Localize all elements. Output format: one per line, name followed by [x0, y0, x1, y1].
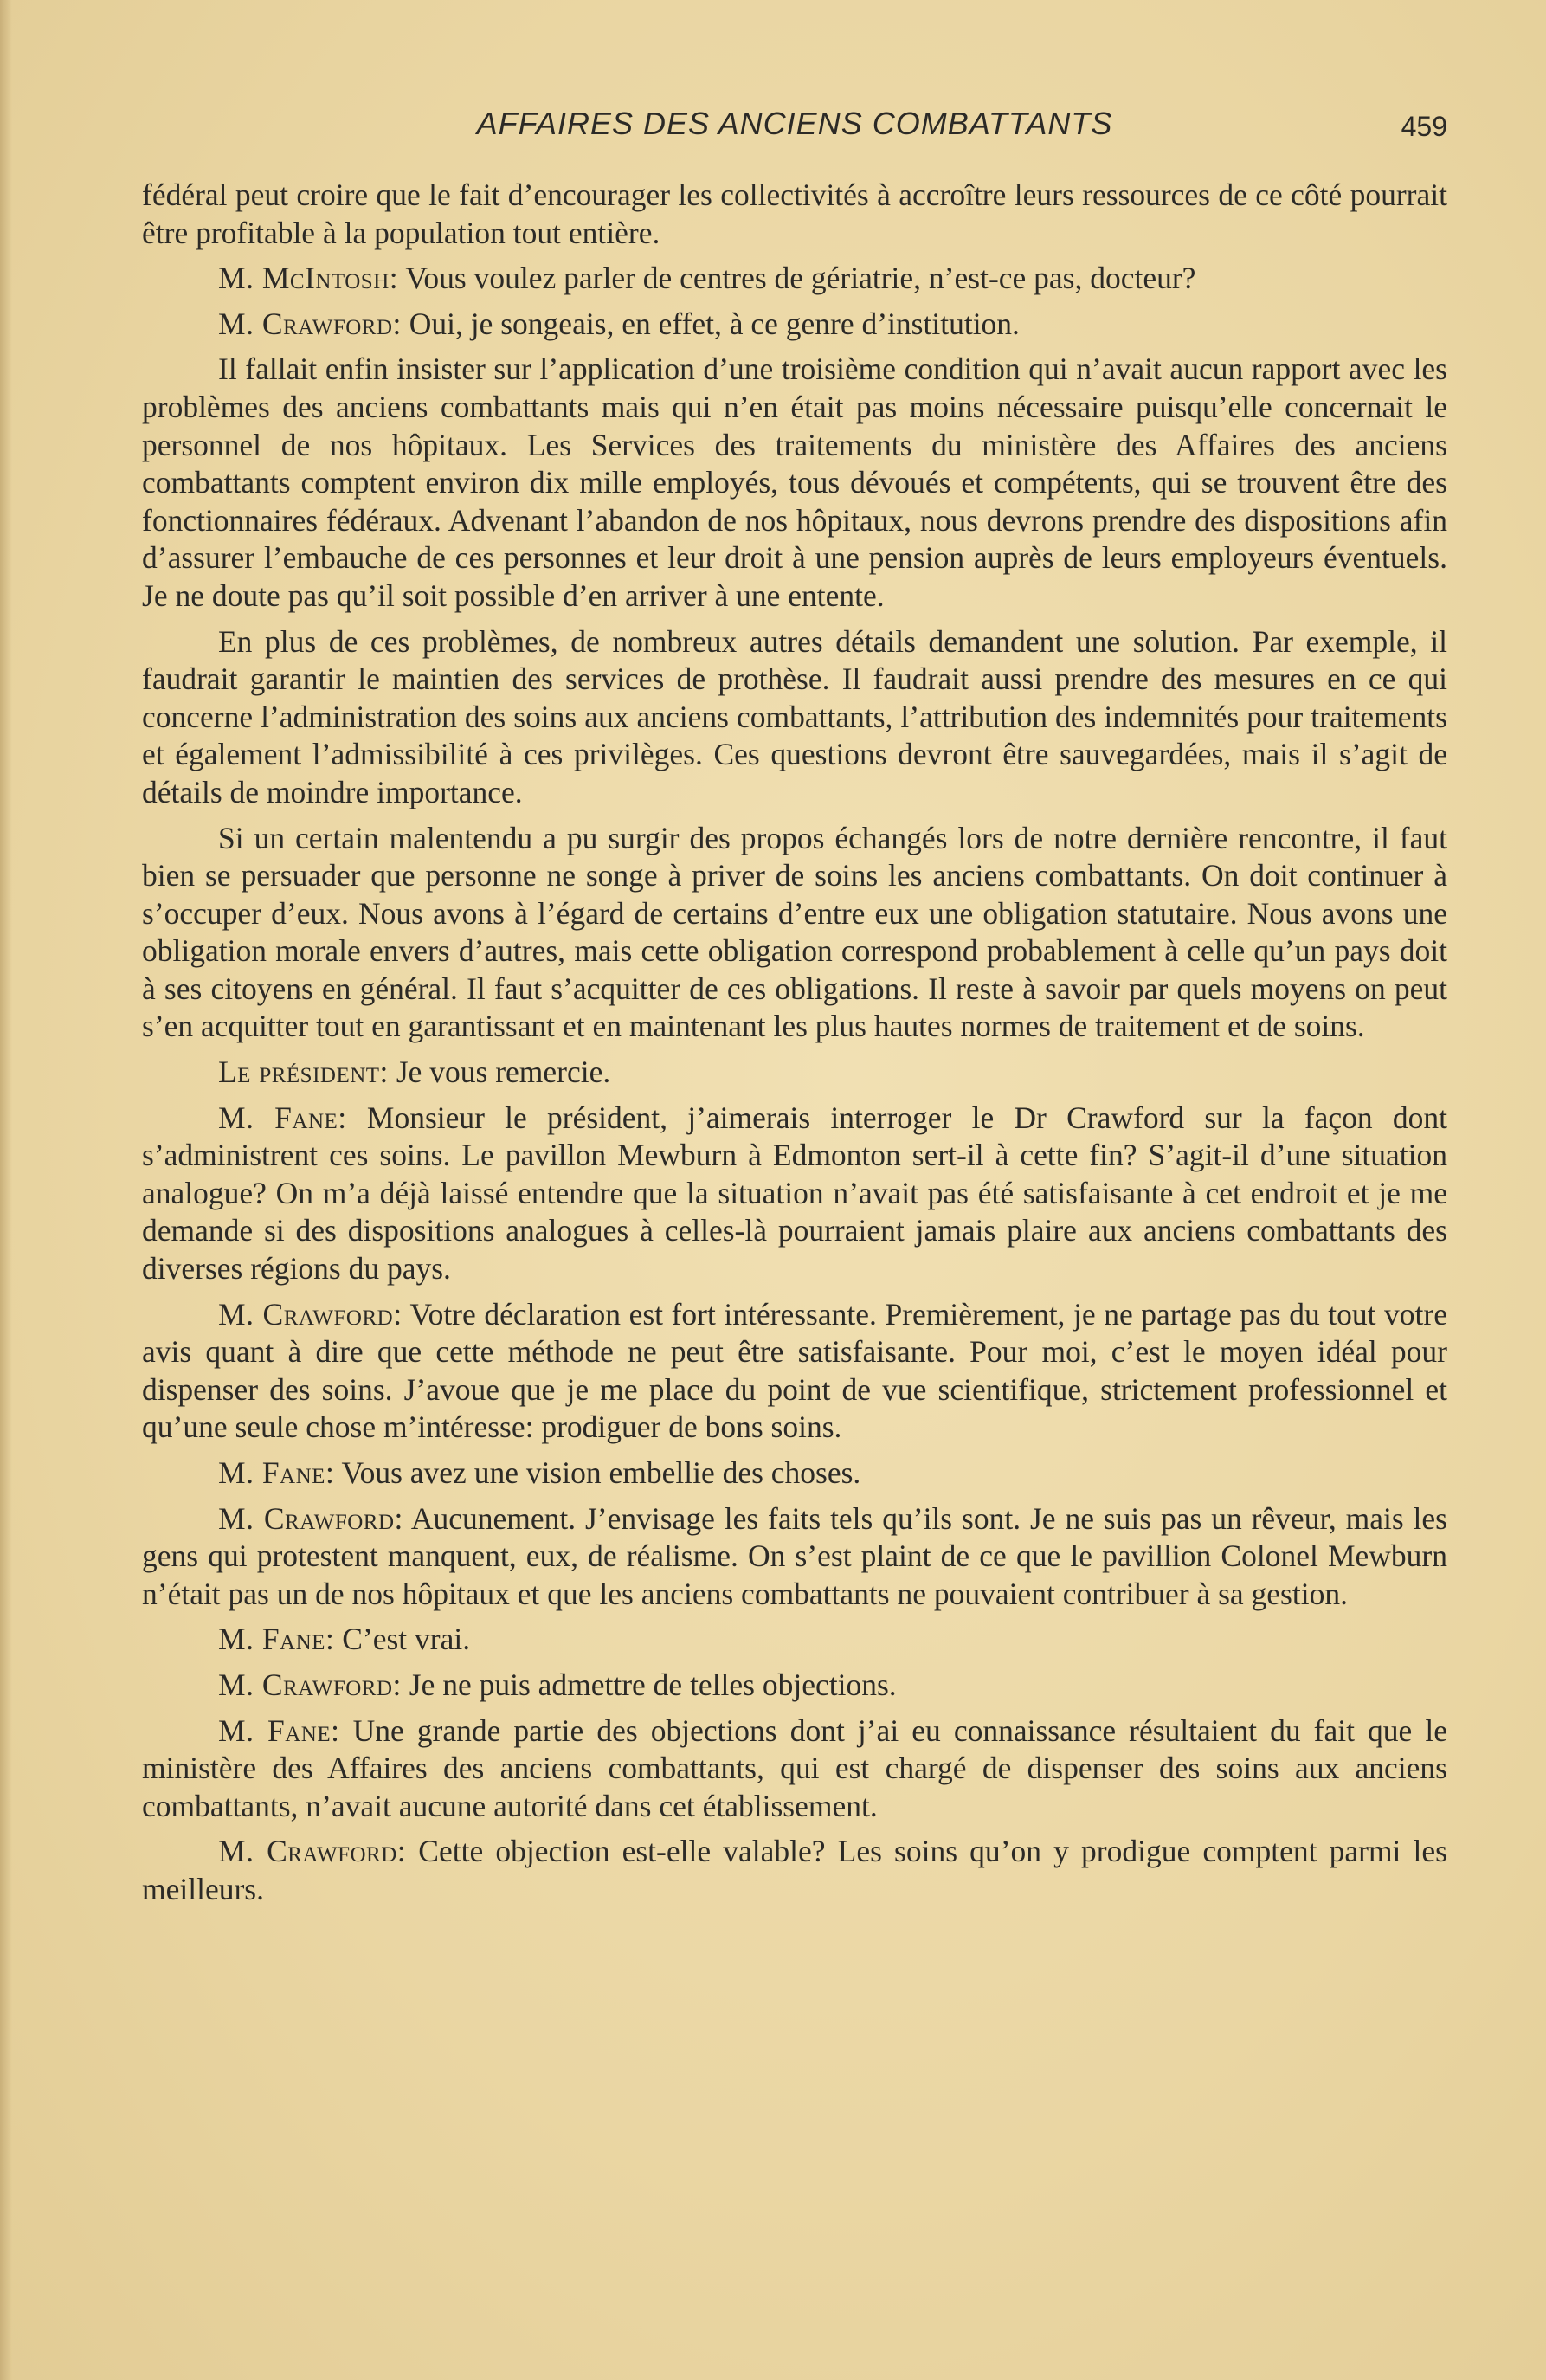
paragraph-text: Aucunement. J’envisage les faits tels qu’ils sont. Je ne suis pas un rêveur, mais les gens qui protestent manquent, eux, de réalisme. On s’est plaint de ce que le pavillion Colonel Mewburn n’était pas un de nos hôpitaux et que les anciens combattants ne pouvaient contribuer à sa gestion. [142, 1500, 1447, 1611]
page-number: 459 [1401, 111, 1447, 142]
page-header [142, 102, 1447, 154]
paragraph-text: Oui, je songeais, en effet, à ce genre d’institution. [401, 306, 1020, 341]
speaker-name: M. Crawford: [218, 1667, 402, 1702]
speaker-name: M. Crawford: [218, 1296, 403, 1332]
paragraph-text: En plus de ces problèmes, de nombreux autres détails demandent une solution. Par exemple, il faudrait garantir le maintien des services de prothèse. Il faudrait aussi prendre des mesures en ce qui concerne l’administration des soins aux anciens combattants, l’attribution des indemnités pour traitements et également l’admissibilité à ces privilèges. Ces questions devront être sauvegardées, mais il s’agit de détails de moindre importance. [142, 623, 1447, 809]
paragraph-text: Je ne puis admettre de telles objections. [401, 1667, 897, 1702]
speaker-name: M. Fane: [218, 1712, 340, 1748]
paragraph [142, 1621, 1447, 1659]
paragraph-text: Si un certain malentendu a pu surgir des propos échangés lors de notre dernière rencontre, il faut bien se persuader que personne ne songe à priver de soins les anciens combattants. On doit continuer à s’occuper d’eux. Nous avons à l’égard de certains d’entre eux une obligation statutaire. Nous avons une obligation morale envers d’autres, mais cette obligation correspond probablement à celle qu’un pays doit à ses citoyens en général. Il faut s’acquitter de ces obligations. Il reste à savoir par quels moyens on peut s’en acquitter tout en garantissant et en maintenant les plus hautes normes de traitement et de soins. [142, 820, 1447, 1044]
running-title: AFFAIRES DES ANCIENS COMBATTANTS [476, 106, 1113, 141]
paragraph-text: C’est vrai. [334, 1622, 471, 1657]
speaker-name: Le président: [218, 1055, 389, 1090]
paragraph-text: fédéral peut croire que le fait d’encourager les collectivités à accroître leurs ressources de ce côté pourrait être profitable à la population tout entière. [142, 177, 1447, 250]
speaker-name: M. Fane: [218, 1622, 335, 1657]
speaker-name: M. Fane: [218, 1455, 335, 1490]
speaker-name: M. McIntosh: [218, 261, 399, 296]
page-edge-shadow [0, 0, 12, 2380]
paragraph [142, 1296, 1447, 1447]
speaker-name: M. Fane: [218, 1100, 347, 1135]
paragraph [142, 1100, 1447, 1288]
paragraph-text: Vous voulez parler de centres de gériatrie, n’est-ce pas, docteur? [398, 261, 1196, 296]
paragraph [142, 260, 1447, 298]
body-text [142, 177, 1447, 1917]
paragraph-text: Monsieur le président, j’aimerais interroger le Dr Crawford sur la façon dont s’administrent ces soins. Le pavillon Mewburn à Edmonton sert-il à cette fin? S’agit-il d’une situation analogue? On m’a déjà laissé entendre que la situation n’avait pas été satisfaisante à cet endroit et je me demande si des dispositions analogues à celles-là pourraient jamais plaire aux anciens combattants des diverses régions du pays. [142, 1100, 1447, 1287]
paragraph [142, 1667, 1447, 1705]
paragraph [142, 1833, 1447, 1908]
speaker-name: M. Crawford: [218, 1500, 403, 1536]
speaker-name: M. Crawford: [218, 1834, 407, 1869]
paragraph-text: Je vous remercie. [388, 1055, 611, 1090]
paragraph [142, 351, 1447, 615]
paragraph-text: Il fallait enfin insister sur l’application d’une troisième condition qui n’avait aucun rapport avec les problèmes des anciens combattants mais qui n’en était pas moins nécessaire puisqu’elle concernait le personnel de nos hôpitaux. Les Services des traitements du ministère des Affaires des anciens combattants comptent environ dix mille employés, tous dévoués et compétents, qui se trouvent être des fonctionnaires fédéraux. Advenant l’abandon de nos hôpitaux, nous devrons prendre des dispositions afin d’assurer l’embauche de ces personnes et leur droit à une pension auprès de leurs employeurs éventuels. Je ne doute pas qu’il soit possible d’en arriver à une entente. [142, 352, 1447, 613]
paragraph-text: Cette objection est-elle valable? Les soins qu’on y prodigue comptent parmi les meilleurs. [142, 1834, 1447, 1906]
paragraph [142, 623, 1447, 812]
paragraph [142, 1054, 1447, 1092]
paragraph [142, 1454, 1447, 1493]
speaker-name: M. Crawford: [218, 306, 402, 341]
paragraph [142, 1500, 1447, 1614]
paragraph-text: Votre déclaration est fort intéressante. Premièrement, je ne partage pas du tout votre avis quant à dire que cette méthode ne peut être satisfaisante. Pour moi, c’est le moyen idéal pour dispenser des soins. J’avoue que je me place du point de vue scientifique, strictement professionnel et qu’une seule chose m’intéresse: prodiguer de bons soins. [142, 1296, 1447, 1445]
paragraph-text: Une grande partie des objections dont j’ai eu connaissance résultaient du fait que le ministère des Affaires des anciens combattants, qui est chargé de dispenser des soins aux anciens combattants, n’avait aucune autorité dans cet établissement. [142, 1712, 1447, 1823]
paragraph [142, 1712, 1447, 1826]
paragraph [142, 820, 1447, 1047]
paragraph-text: Vous avez une vision embellie des choses. [334, 1455, 861, 1490]
paragraph [142, 306, 1447, 344]
paragraph [142, 177, 1447, 252]
